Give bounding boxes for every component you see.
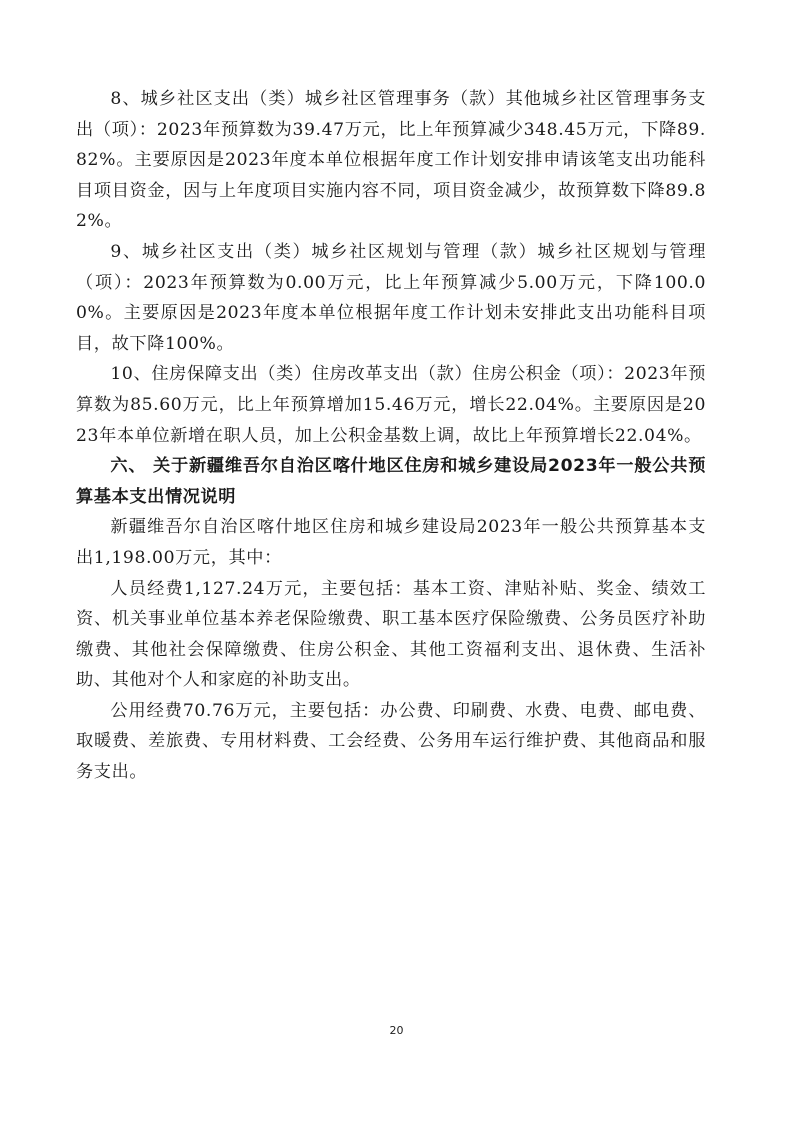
page-number: 20 xyxy=(389,1024,404,1037)
paragraph-public-expenses: 公用经费70.76万元，主要包括：办公费、印刷费、水费、电费、邮电费、取暖费、差旅费、专用材料费、工会经费、公务用车运行维护费、其他商品和服务支出。 xyxy=(76,700,706,783)
paragraph-item-10: 10、住房保障支出（类）住房改革支出（款）住房公积金（项）：2023年预算数为85.60万元，比上年预算增加15.46万元，增长22.04%。主要原因是2023年本单位新增在职人员，加上公积金基数上调，故比上年预算增长22.04%。 xyxy=(76,364,706,446)
paragraph-personnel-expenses: 人员经费1,127.24万元，主要包括：基本工资、津贴补贴、奖金、绩效工资、机关事业单位基本养老保险缴费、职工基本医疗保险缴费、公务员医疗补助缴费、其他社会保障缴费、住房公积金、其他工资福利支出、退休费、生活补助、其他对个人和家庭的补助支出。 xyxy=(76,578,706,691)
paragraph-item-8: 8、城乡社区支出（类）城乡社区管理事务（款）其他城乡社区管理事务支出（项）：2023年预算数为39.47万元，比上年预算减少348.45万元，下降89.82%。主要原因是2023年度本单位根据年度工作计划安排申请该笔支出功能科目项目资金，因与上年度项目实施内容不同，项目资金减少，故预算数下降89.82%。 xyxy=(76,89,706,232)
paragraph-basic-expenditure-total: 新疆维吾尔自治区喀什地区住房和城乡建设局2023年一般公共预算基本支出1,198.00万元，其中： xyxy=(76,517,706,568)
section-heading: 六、 关于新疆维吾尔自治区喀什地区住房和城乡建设局2023年一般公共预算基本支出情况说明 xyxy=(76,456,706,507)
paragraph-item-9: 9、城乡社区支出（类）城乡社区规划与管理（款）城乡社区规划与管理（项）：2023年预算数为0.00万元，比上年预算减少5.00万元，下降100.00%。主要原因是2023年度本单位根据年度工作计划未安排此支出功能科目项目，故下降100%。 xyxy=(76,241,706,354)
document-body xyxy=(76,84,706,788)
